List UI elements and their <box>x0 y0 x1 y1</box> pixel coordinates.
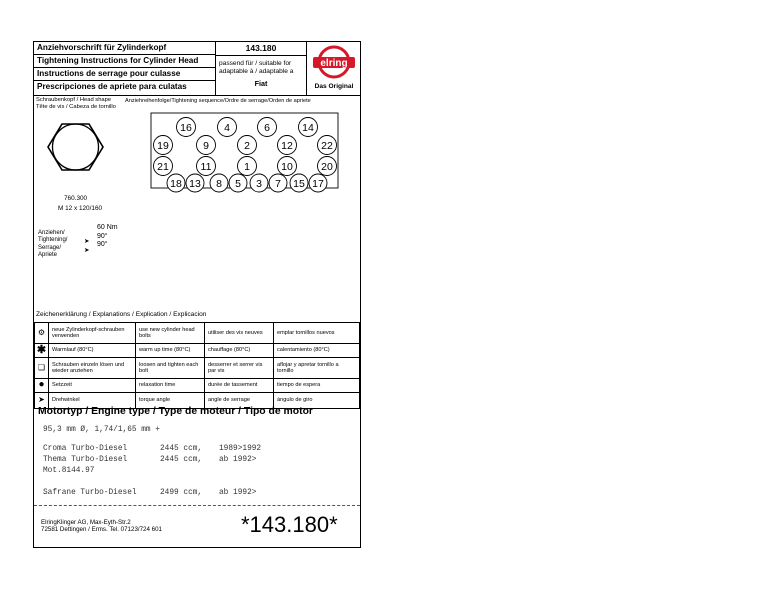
legend-en: torque angle <box>136 393 205 409</box>
legend-en: loosen and tighten each bolt <box>136 358 205 379</box>
title-en: Tightening Instructions for Cylinder Head <box>34 55 215 68</box>
step-1-torque: 60 Nm <box>97 224 118 231</box>
head-shape-label-2: Tête de vis / Cabeza de tornillo <box>36 104 116 110</box>
bore-stroke: 95,3 mm Ø, 1,74/1,65 mm + <box>43 426 160 434</box>
barcode-text: *143.180* <box>241 512 338 537</box>
arrow-icon: ➤ <box>84 246 90 254</box>
tightening-label-fr: Serrage/ <box>38 244 62 251</box>
title-es: Prescripciones de apriete para culatas <box>37 82 187 91</box>
engine-years: ab 1992> <box>219 456 257 464</box>
tightening-label-en: Tightening/ <box>38 237 68 244</box>
divider <box>34 505 360 506</box>
legend-es: emplar tornillos nuevos <box>274 323 360 344</box>
das-original-label: Das Original <box>314 83 354 90</box>
tightening-values <box>97 224 118 250</box>
legend-de: Schrauben einzeln lösen und wieder anziehen <box>49 358 136 379</box>
bolt-sequence-number: 19 <box>157 140 169 152</box>
legend-de: Setzzeit <box>49 379 136 393</box>
title-fr: Instructions de serrage pour culasse <box>34 68 215 81</box>
bolt-sequence-number: 12 <box>281 140 293 152</box>
engine-name: Safrane Turbo-Diesel <box>43 489 137 497</box>
bolt-sequence-number: 2 <box>244 140 250 152</box>
instruction-sheet <box>33 41 361 548</box>
engine-ccm: 2445 ccm, <box>160 456 203 464</box>
dot-icon: ● <box>35 379 49 393</box>
tightening-labels <box>38 230 67 259</box>
gear-icon: ⚙ <box>35 323 49 344</box>
legend-en: warm up time (80°C) <box>136 344 205 358</box>
legend-es: aflojar y apretar tornillo a tornillo <box>274 358 360 379</box>
engine-type-heading: Motortyp / Engine type / Type de moteur / Tipo de motor <box>38 406 313 417</box>
bolt-sequence-number: 10 <box>281 161 293 173</box>
arrow-icon: ➤ <box>35 393 49 409</box>
legend-fr: desserrer et serrer vis par vis <box>205 358 274 379</box>
bolt-size: M 12 x 120/160 <box>58 205 103 212</box>
engine-name: Mot.8144.97 <box>43 467 95 475</box>
vehicle-make: Fiat <box>254 79 268 88</box>
box-icon: ❏ <box>35 358 49 379</box>
bolt-sequence-number: 14 <box>302 122 314 134</box>
bolt-sequence-number: 11 <box>200 161 212 173</box>
legend-es: tiempo de espera <box>274 379 360 393</box>
engine-name: Croma Turbo-Diesel <box>43 445 128 453</box>
company-address <box>41 519 162 534</box>
bolt-sequence-number: 17 <box>312 178 324 190</box>
asterisk-icon: ✱ <box>35 344 49 358</box>
suitable-for-line2: adaptable à / adaptable a <box>219 68 294 75</box>
bolt-sequence-number: 8 <box>216 178 222 190</box>
bolt-sequence-number: 20 <box>321 161 333 173</box>
title-de: Anziehvorschrift für Zylinderkopf <box>34 42 215 55</box>
engine-name: Thema Turbo-Diesel <box>43 456 128 464</box>
legend-en: use new cylinder head bolts <box>136 323 205 344</box>
legend-heading: Zeichenerklärung / Explanations / Explication / Explicacion <box>36 311 207 318</box>
legend-table <box>34 322 360 409</box>
engine-years: ab 1992> <box>219 489 257 497</box>
legend-es: calentamiento (80°C) <box>274 344 360 358</box>
suitable-for-line1: passend für / suitable for <box>219 60 292 67</box>
bolt-part-number: 760.300 <box>64 195 88 202</box>
legend-row <box>35 323 360 344</box>
legend-de: Drehwinkel <box>49 393 136 409</box>
bolt-sequence-number: 7 <box>275 178 281 190</box>
engine-ccm: 2499 ccm, <box>160 489 203 497</box>
bolt-sequence-number: 13 <box>189 178 201 190</box>
bolt-sequence-number: 9 <box>203 140 209 152</box>
bolt-sequence-number: 6 <box>264 122 270 134</box>
legend-row <box>35 358 360 379</box>
engine-list <box>34 445 360 505</box>
head-shape-label: Schraubenkopf / Head shape <box>36 97 112 103</box>
legend-de: Warmlauf (80°C) <box>49 344 136 358</box>
legend-en: relaxation time <box>136 379 205 393</box>
legend-fr: durée de tassement <box>205 379 274 393</box>
bolt-sequence-number: 21 <box>157 161 169 173</box>
part-number: 143.180 <box>245 43 277 53</box>
address-line2: 72581 Dettingen / Erms. Tel. 07123/724 601 <box>41 526 162 534</box>
legend-de: neue Zylinderkopf-schrauben verwenden <box>49 323 136 344</box>
sequence-label: Anziehreihenfolge/Tightening sequence/Ordre de serrage/Orden de apriete <box>125 98 311 104</box>
step-2-angle: 90° <box>97 232 108 240</box>
bolt-sequence-number: 1 <box>244 161 250 173</box>
tightening-sequence-diagram <box>34 42 360 242</box>
legend-fr: utiliser des vis neuves <box>205 323 274 344</box>
angle-arrows <box>84 238 89 255</box>
engine-years: 1989>1992 <box>219 445 262 453</box>
legend-row <box>35 344 360 358</box>
legend-row <box>35 379 360 393</box>
legend-es: ángulo de giro <box>274 393 360 409</box>
bolt-sequence-number: 18 <box>170 178 182 190</box>
legend-fr: angle de serrage <box>205 393 274 409</box>
bolt-sequence-number: 5 <box>235 178 241 190</box>
arrow-icon: ➤ <box>84 238 90 245</box>
bolt-sequence-number: 22 <box>321 140 333 152</box>
bolt-sequence-number: 4 <box>224 122 230 134</box>
bolt-sequence-number: 3 <box>256 178 262 190</box>
engine-ccm: 2445 ccm, <box>160 445 203 453</box>
bolt-sequence-number: 16 <box>180 122 192 134</box>
tightening-label-de: Anziehen/ <box>38 230 65 236</box>
tightening-label-es: Apriete <box>38 251 58 258</box>
step-3-angle: 90° <box>97 241 108 248</box>
address-line1: ElringKlinger AG, Max-Eyth-Str.2 <box>41 519 131 526</box>
legend-fr: chauffage (80°C) <box>205 344 274 358</box>
bolt-sequence-number: 15 <box>293 178 305 190</box>
logo-text: elring <box>320 58 348 69</box>
